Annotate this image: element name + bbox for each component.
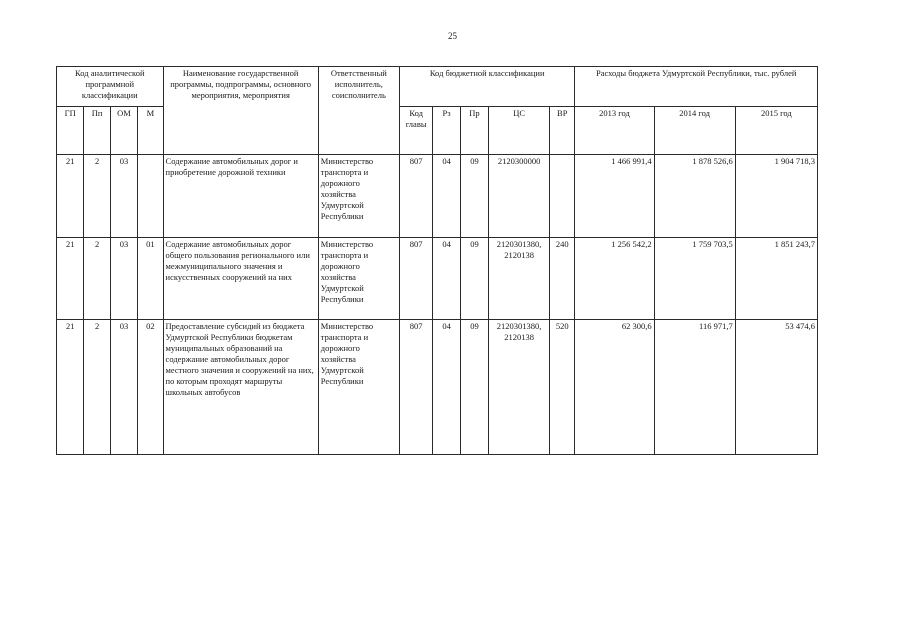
header-analytic-code: Код аналитической программной классификации	[57, 67, 164, 107]
table-row	[57, 320, 818, 455]
cell-gp: 21	[57, 238, 84, 320]
header-executor: Ответственный исполнитель, соисполнитель	[318, 67, 399, 155]
budget-table	[56, 66, 818, 455]
header-rz: Рз	[433, 107, 460, 155]
cell-2013: 1 466 991,4	[575, 155, 654, 238]
cell-2015: 1 851 243,7	[735, 238, 817, 320]
cell-executor: Министерство транспорта и дорожного хозяйства Удмуртской Республики	[318, 155, 399, 238]
header-row-top	[57, 67, 818, 107]
cell-pr: 09	[460, 238, 488, 320]
cell-om: 03	[110, 238, 137, 320]
cell-name: Содержание автомобильных дорог и приобретение дорожной техники	[163, 155, 318, 238]
cell-vr	[550, 155, 575, 238]
header-expenses: Расходы бюджета Удмуртской Республики, тыс. рублей	[575, 67, 818, 107]
cell-name: Предоставление субсидий из бюджета Удмуртской Республики бюджетам муниципальных образований на содержание автомобильных дорог местного значения и сооружений на них, по которым проходят маршруты школьных автобусов	[163, 320, 318, 455]
header-vr: ВР	[550, 107, 575, 155]
header-year-2015: 2015 год	[735, 107, 817, 155]
cell-gp: 21	[57, 320, 84, 455]
header-year-2013: 2013 год	[575, 107, 654, 155]
cell-chapter: 807	[399, 155, 432, 238]
cell-pp: 2	[84, 155, 110, 238]
table-row	[57, 155, 818, 238]
header-year-2014: 2014 год	[654, 107, 735, 155]
cell-om: 03	[110, 320, 137, 455]
cell-rz: 04	[433, 155, 460, 238]
cell-2013: 62 300,6	[575, 320, 654, 455]
cell-2015: 1 904 718,3	[735, 155, 817, 238]
cell-2014: 1 878 526,6	[654, 155, 735, 238]
cell-2015: 53 474,6	[735, 320, 817, 455]
header-om: ОМ	[110, 107, 137, 155]
cell-vr: 520	[550, 320, 575, 455]
cell-cs: 2120301380, 2120138	[489, 320, 550, 455]
cell-executor: Министерство транспорта и дорожного хозяйства Удмуртской Республики	[318, 320, 399, 455]
header-chapter-code: Код главы	[399, 107, 432, 155]
cell-chapter: 807	[399, 320, 432, 455]
cell-2014: 1 759 703,5	[654, 238, 735, 320]
cell-om: 03	[110, 155, 137, 238]
header-gp: ГП	[57, 107, 84, 155]
cell-pr: 09	[460, 155, 488, 238]
header-m: М	[138, 107, 163, 155]
cell-m: 02	[138, 320, 163, 455]
cell-chapter: 807	[399, 238, 432, 320]
cell-m: 01	[138, 238, 163, 320]
cell-gp: 21	[57, 155, 84, 238]
page-number: 25	[448, 31, 457, 41]
cell-executor: Министерство транспорта и дорожного хозяйства Удмуртской Республики	[318, 238, 399, 320]
header-budget-code: Код бюджетной классификации	[399, 67, 575, 107]
cell-pp: 2	[84, 320, 110, 455]
cell-pp: 2	[84, 238, 110, 320]
cell-pr: 09	[460, 320, 488, 455]
header-cs: ЦС	[489, 107, 550, 155]
cell-name: Содержание автомобильных дорог общего пользования регионального или межмуниципального значения и искусственных сооружений на них	[163, 238, 318, 320]
cell-rz: 04	[433, 320, 460, 455]
cell-rz: 04	[433, 238, 460, 320]
cell-vr: 240	[550, 238, 575, 320]
cell-2014: 116 971,7	[654, 320, 735, 455]
cell-cs: 2120301380, 2120138	[489, 238, 550, 320]
table-row	[57, 238, 818, 320]
header-program-name: Наименование государственной программы, подпрограммы, основного мероприятия, мероприятия	[163, 67, 318, 155]
header-pr: Пр	[460, 107, 488, 155]
cell-cs: 2120300000	[489, 155, 550, 238]
cell-m	[138, 155, 163, 238]
header-pp: Пп	[84, 107, 110, 155]
cell-2013: 1 256 542,2	[575, 238, 654, 320]
